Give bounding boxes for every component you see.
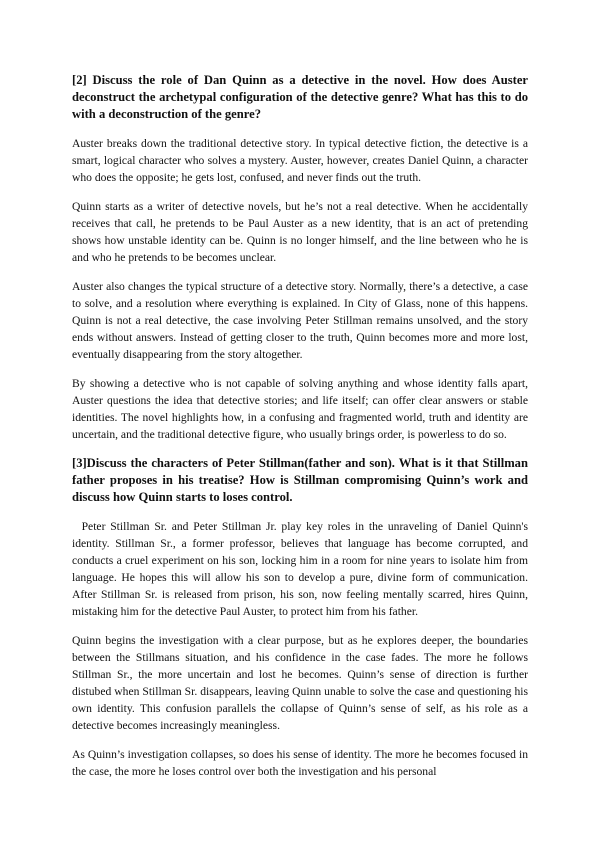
- section-2-paragraph-2: Quinn starts as a writer of detective novels, but he’s not a real detective. When he accidentally receives that call, he pretends to be Paul Auster as a new identity, that is an act of pretending shows how unstable identity can be. Quinn is no longer himself, and the line between who he is and who he pretends to be becomes unclear.: [72, 200, 528, 264]
- section-3-heading: [3]Discuss the characters of Peter Stillman(father and son). What is it that Stillman father proposes in his treatise? How is Stillman compromising Quinn’s work and discuss how Quinn starts to loses control.: [72, 456, 528, 504]
- section-2-paragraph-1: Auster breaks down the traditional detective story. In typical detective fiction, the detective is a smart, logical character who solves a mystery. Auster, however, creates Daniel Quinn, a character who does the opposite; he gets lost, confused, and never finds out the truth.: [72, 137, 528, 184]
- section-3-paragraph-2: Quinn begins the investigation with a clear purpose, but as he explores deeper, the boundaries between the Stillmans situation, and his confidence in the case fades. The more he follows Stillman Sr., the more uncertain and lost he becomes. Quinn’s sense of direction is further distubed when Stillman Sr. disappears, leaving Quinn unable to solve the case and questioning his own identity. This confusion parallels the collapse of Quinn’s sense of self, as his role as a detective becomes increasingly meaningless.: [72, 634, 528, 732]
- section-2-heading: [2] Discuss the role of Dan Quinn as a detective in the novel. How does Auster deconstruct the archetypal configuration of the detective genre? What has this to do with a deconstruction of the genre?: [72, 73, 528, 121]
- section-2-paragraph-4: By showing a detective who is not capable of solving anything and whose identity falls apart, Auster questions the idea that detective stories; and life itself; can offer clear answers or stable identities. The novel highlights how, in a confusing and fragmented world, truth and identity are uncertain, and the traditional detective figure, who usually brings order, is powerless to do so.: [72, 377, 528, 441]
- section-3-paragraph-3: As Quinn’s investigation collapses, so does his sense of identity. The more he becomes focused in the case, the more he loses control over both the investigation and his personal: [72, 748, 528, 778]
- section-3-paragraph-1-text: Peter Stillman Sr. and Peter Stillman Jr. play key roles in the unraveling of Daniel Quinn's identity. Stillman Sr., a former professor, believes that language has become corrupted, and conducts a cruel experiment on his son, locking him in a room for nine years to isolate him from language. He hopes this will allow his son to develop a pure, divine form of communication. After Stillman Sr. is released from prison, his son, now feeling mentally scarred, hires Quinn, mistaking him for the detective Paul Auster, to protect him from his father.: [72, 520, 528, 618]
- section-2-paragraph-3: Auster also changes the typical structure of a detective story. Normally, there’s a detective, a case to solve, and a resolution where everything is explained. In City of Glass, none of this happens. Quinn is not a real detective, the case involving Peter Stillman remains unsolved, and the story ends without answers. Instead of getting closer to the truth, Quinn becomes more and more lost, eventually disappearing from the story altogether.: [72, 280, 528, 361]
- section-3-paragraph-1: [72, 518, 528, 620]
- document-page: [72, 72, 528, 792]
- indent: [72, 520, 82, 533]
